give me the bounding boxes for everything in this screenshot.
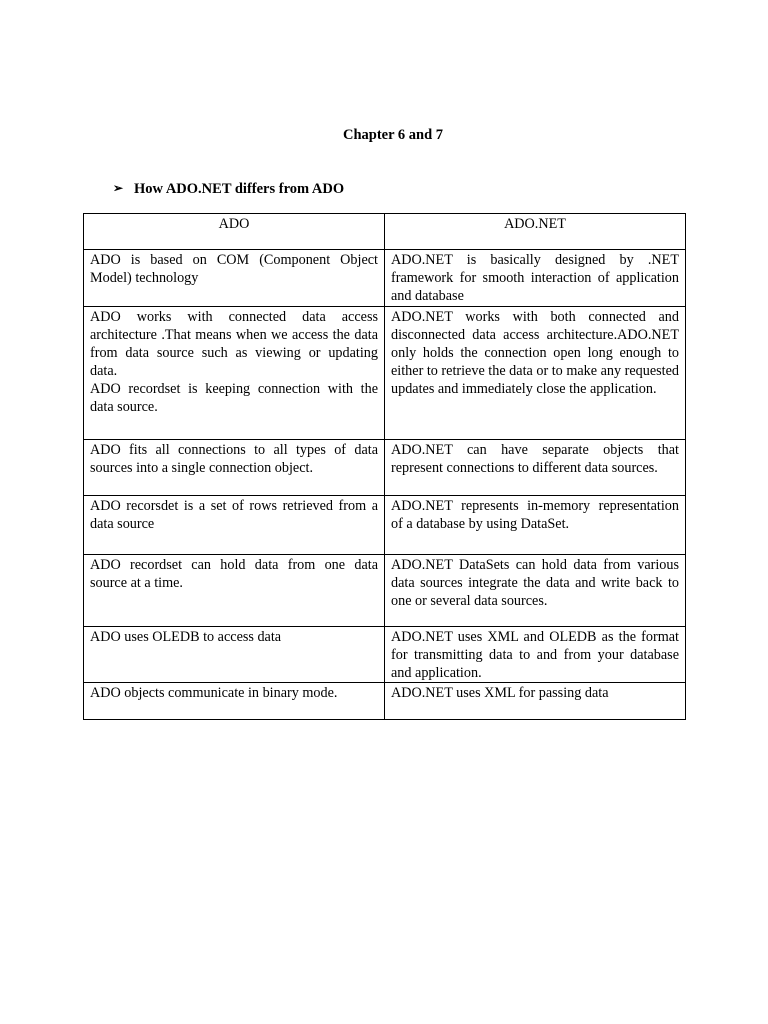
cell-text: ADO fits all connections to all types of data sources into a single connection object. (90, 442, 378, 476)
adonet-cell (385, 250, 686, 307)
table-row (84, 555, 686, 627)
cell-text: ADO works with connected data access architecture .That means when we access the data from data source such as viewing or updating data. (90, 309, 378, 379)
adonet-cell (385, 307, 686, 440)
cell-text: ADO recordset can hold data from one data source at a time. (90, 557, 378, 591)
table-row (84, 627, 686, 683)
cell-text: ADO.NET works with both connected and disconnected data access architecture.ADO.NET only holds the connection open long enough to either to retrieve the data or to make any requested updates and immediately close the application. (391, 309, 679, 397)
cell-text: ADO recordset is keeping connection with the data source. (90, 381, 378, 415)
comparison-table (83, 213, 686, 720)
ado-cell (84, 496, 385, 555)
table-row (84, 307, 686, 440)
section-heading: How ADO.NET differs from ADO (134, 181, 345, 197)
cell-text: ADO recorsdet is a set of rows retrieved from a data source (90, 498, 378, 532)
ado-cell (84, 555, 385, 627)
cell-text: ADO.NET represents in-memory representation of a database by using DataSet. (391, 498, 679, 532)
table-row (84, 496, 686, 555)
ado-cell (84, 250, 385, 307)
table-row (84, 683, 686, 720)
adonet-cell (385, 627, 686, 683)
ado-cell (84, 627, 385, 683)
cell-text: ADO.NET is basically designed by .NET framework for smooth interaction of application and database (391, 252, 679, 304)
cell-text: ADO uses OLEDB to access data (90, 629, 282, 645)
ado-cell (84, 307, 385, 440)
page-title: Chapter 6 and 7 (342, 127, 444, 143)
arrow-bullet-icon: ➢ (113, 181, 124, 195)
section-heading-row (113, 181, 344, 198)
cell-text: ADO is based on COM (Component Object Model) technology (90, 252, 378, 286)
column-header-ado: ADO (84, 214, 385, 250)
adonet-cell (385, 555, 686, 627)
adonet-cell (385, 440, 686, 496)
adonet-cell (385, 496, 686, 555)
cell-text: ADO objects communicate in binary mode. (90, 685, 338, 701)
ado-cell (84, 683, 385, 720)
ado-cell (84, 440, 385, 496)
cell-text: ADO.NET can have separate objects that represent connections to different data sources. (391, 442, 679, 476)
table-header-row (84, 214, 686, 250)
cell-text: ADO.NET uses XML and OLEDB as the format for transmitting data to and from your database and application. (391, 629, 679, 681)
cell-text: ADO.NET uses XML for passing data (391, 685, 609, 701)
table-row (84, 250, 686, 307)
adonet-cell (385, 683, 686, 720)
column-header-adonet: ADO.NET (385, 214, 686, 250)
cell-text: ADO.NET DataSets can hold data from various data sources integrate the data and write back to one or several data sources. (391, 557, 679, 609)
table-row (84, 440, 686, 496)
